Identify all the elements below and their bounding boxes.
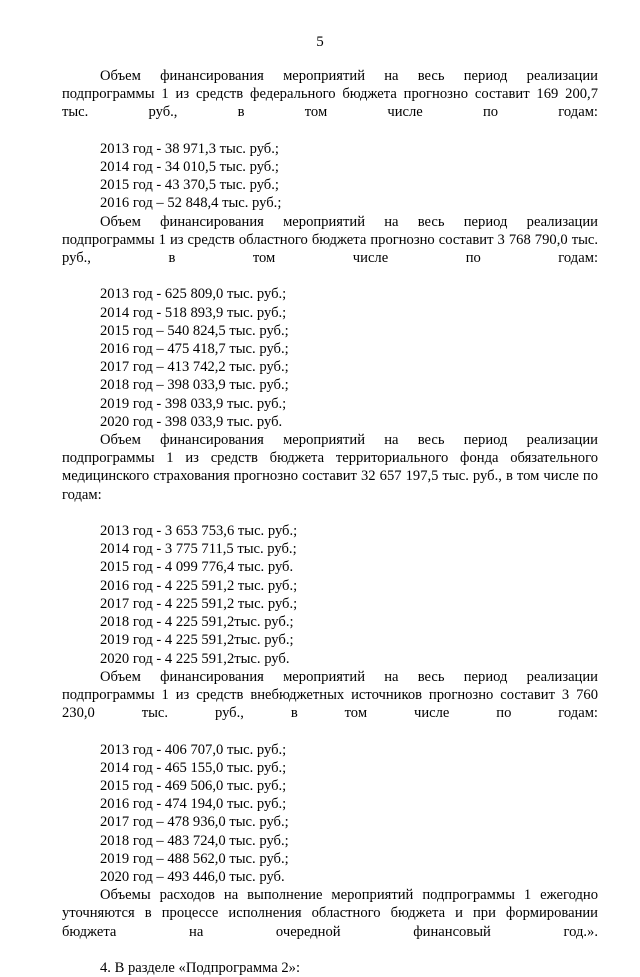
year-line: 2014 год - 3 775 711,5 тыс. руб.;	[100, 541, 297, 558]
year-line: 2016 год – 52 848,4 тыс. руб.;	[100, 195, 282, 212]
year-line: 2017 год – 413 742,2 тыс. руб.;	[100, 359, 289, 376]
year-line: 2016 год – 475 418,7 тыс. руб.;	[100, 341, 289, 358]
year-line: 2019 год - 398 033,9 тыс. руб.;	[100, 395, 287, 412]
year-line: 2015 год – 540 824,5 тыс. руб.;	[100, 322, 289, 339]
year-line: 2013 год - 406 707,0 тыс. руб.;	[100, 741, 287, 758]
section-2-intro: Объем финансирования мероприятий на весь период реализации подпрограммы 1 из средств областного бюджета прогнозно составит 3 768 790,0 тыс. руб., в том числе по годам:	[62, 213, 598, 267]
closing-paragraph: Объемы расходов на выполнение мероприятий подпрограммы 1 ежегодно уточняются в процессе исполнения областного бюджета и при формировании бюджета на очередной финансовый год.».	[62, 887, 598, 940]
section-1-intro: Объем финансирования мероприятий на весь период реализации подпрограммы 1 из средств федерального бюджета прогнозно составит 169 200,7 тыс. руб., в том числе по годам:	[62, 68, 598, 121]
year-line: 2020 год - 398 033,9 тыс. руб.	[100, 413, 283, 430]
section-3-intro: Объем финансирования мероприятий на весь период реализации подпрограммы 1 из средств бюджета территориального фонда обязательного медицинского страхования прогнозно составит 32 657 197,5 тыс. руб., в том числе по годам:	[62, 432, 598, 503]
year-line: 2015 год - 4 099 776,4 тыс. руб.	[100, 559, 294, 576]
document-body	[62, 67, 598, 977]
year-line: 2018 год – 483 724,0 тыс. руб.;	[100, 832, 289, 849]
year-line: 2019 год – 488 562,0 тыс. руб.;	[100, 850, 289, 867]
year-line: 2014 год - 518 893,9 тыс. руб.;	[100, 304, 287, 321]
year-line: 2017 год – 478 936,0 тыс. руб.;	[100, 814, 289, 831]
year-line: 2020 год – 493 446,0 тыс. руб.	[100, 868, 285, 885]
year-line: 2013 год - 38 971,3 тыс. руб.;	[100, 140, 279, 157]
section-3-years	[62, 522, 598, 668]
year-line: 2016 год - 4 225 591,2 тыс. руб.;	[100, 577, 298, 594]
year-line: 2020 год - 4 225 591,2тыс. руб.	[100, 650, 290, 667]
year-line: 2015 год - 469 506,0 тыс. руб.;	[100, 777, 287, 794]
section-2-years	[62, 285, 598, 431]
year-line: 2015 год - 43 370,5 тыс. руб.;	[100, 177, 279, 194]
year-line: 2014 год - 465 155,0 тыс. руб.;	[100, 759, 287, 776]
section-1-years	[62, 140, 598, 213]
year-line: 2019 год - 4 225 591,2тыс. руб.;	[100, 632, 294, 649]
year-line: 2013 год - 625 809,0 тыс. руб.;	[100, 286, 287, 303]
year-line: 2018 год – 398 033,9 тыс. руб.;	[100, 377, 289, 394]
year-line: 2014 год - 34 010,5 тыс. руб.;	[100, 159, 279, 176]
page-number: 5	[316, 34, 324, 50]
year-line: 2017 год - 4 225 591,2 тыс. руб.;	[100, 595, 298, 612]
final-item: 4. В разделе «Подпрограмма 2»:	[100, 959, 301, 976]
year-line: 2018 год - 4 225 591,2тыс. руб.;	[100, 614, 294, 631]
section-4-years	[62, 741, 598, 887]
year-line: 2016 год - 474 194,0 тыс. руб.;	[100, 796, 287, 813]
year-line: 2013 год - 3 653 753,6 тыс. руб.;	[100, 523, 298, 540]
section-4-intro: Объем финансирования мероприятий на весь период реализации подпрограммы 1 из средств внебюджетных источников прогнозно составит 3 760 230,0 тыс. руб., в том числе по годам:	[62, 668, 598, 722]
